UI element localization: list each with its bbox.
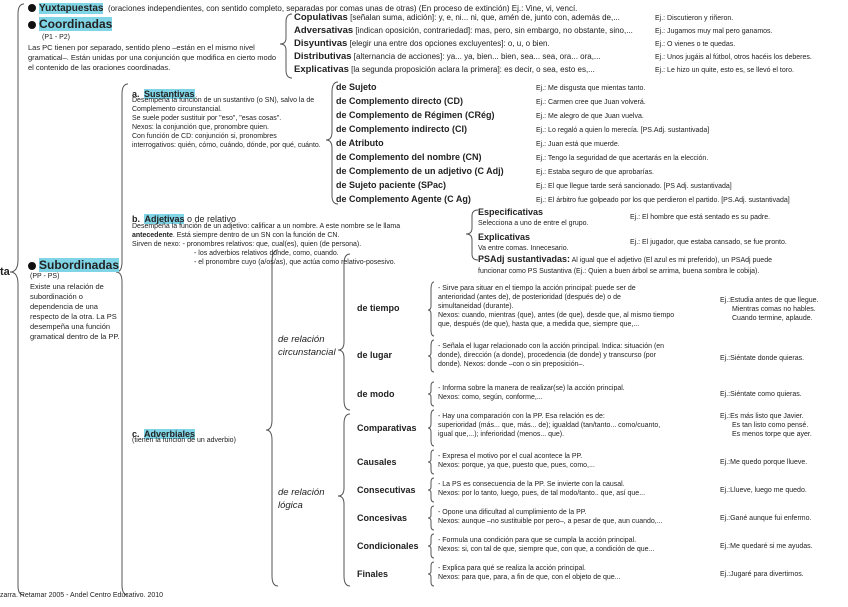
sust-fn: de Complemento del nombre (CN) [336, 152, 482, 162]
adv-line: Nexos: porque, ya que, puesto que, pues, como,... [438, 462, 595, 469]
main-brace [10, 4, 24, 595]
adv-ex-line: Es tan listo como pensé. [732, 422, 809, 429]
adv-name: de lugar [357, 350, 393, 360]
adv-name: Condicionales [357, 541, 419, 551]
circunstancial-brace [338, 254, 350, 410]
sust-fn: de Atributo [336, 138, 384, 148]
sust-fn: de Complemento indirecto (CI) [336, 124, 468, 134]
adverbiales-desc: (tienen la función de un adverbio) [132, 437, 236, 444]
adjetivas-desc-line: - el pronombre cuyo (a/os/as), que actúa como relativo-posesivo. [194, 259, 396, 266]
sust-example: Ej.: Me disgusta que mientas tanto. [536, 85, 646, 92]
adjetivas-title-rest: o de relativo [184, 214, 237, 224]
adv-desc [438, 342, 664, 369]
sustantivas-desc-line: Se suele poder sustituir por "eso", "esas cosas". [132, 115, 282, 122]
sustantivas-desc-line: Desempeña la función de un sustantivo (o SN), salvo la de Complemento circunstancial. [132, 97, 315, 113]
coord-row [294, 25, 633, 36]
coord-example: Ej.: Unos jugáis al fútbol, otros hacéis los deberes. [655, 54, 812, 61]
adverbiales-prefix: c. [132, 429, 140, 439]
sustantivas-prefix: a. [132, 89, 140, 99]
adjetivas-brace [466, 210, 478, 260]
sust-fn: de Sujeto [336, 82, 377, 92]
adv-example: Ej.:Siéntate donde quieras. [720, 355, 805, 362]
sust-example: Ej.: Me alegro de que Juan vuelva. [536, 113, 644, 120]
adv-ex-line: Ej.:Estudia antes de que llegue. [720, 297, 819, 304]
explicativas-desc: Va entre comas. Innecesario. [478, 245, 569, 252]
group-label: de relación [278, 334, 325, 345]
left-cut-label: ta [0, 266, 10, 278]
adv-example [720, 412, 812, 439]
adv-line: superioridad (más... que, más... de); igualdad (tan/tanto... como/cuanto, [438, 422, 661, 429]
psadj-desc: Al igual que el adjetivo (El azul es mi preferido), un PSAdj puede [570, 257, 772, 264]
sust-fn: de Complemento Agente (C Ag) [336, 194, 471, 204]
adv-line: - Opone una dificultad al cumplimiento de la PP. [438, 509, 587, 516]
coord-row [294, 12, 620, 23]
coord-example: Ej.: Le hizo un quite, esto es, se llevó el toro. [655, 67, 794, 74]
coord-name: Disyuntivas [294, 38, 348, 49]
adjetivas-desc-line: Sirven de nexo: - pronombres relativos: que, cual(es), quien (de persona). [132, 241, 362, 248]
bullet-icon [28, 4, 36, 12]
adv-line: Nexos: por lo tanto, luego, pues, de tal modo/tanto.. que, así que... [438, 490, 646, 497]
adv-example: Ej.:Me quedaré si me ayudas. [720, 543, 813, 550]
adv-line: - Expresa el motivo por el cual acontece la PP. [438, 453, 583, 460]
adv-ex-line: Cuando termine, aplaude. [732, 315, 813, 322]
adjetivas-desc-text: . Está siempre dentro de un SN con la función de CN. [172, 232, 340, 239]
coord-row [294, 64, 595, 75]
explicativas-title: Explicativas [478, 232, 531, 242]
sust-example: Ej.: Tengo la seguridad de que acertarás en la elección. [536, 155, 709, 162]
coord-desc: [alternancia de acciones]: ya... ya, bien... bien, sea... sea, ora... ora,... [353, 52, 601, 61]
adv-example: Ej.:Llueve, luego me quedo. [720, 487, 807, 494]
sustantivas-desc-line: Nexos: la conjunción que, pronombre quien. [132, 124, 269, 131]
footer-credit: zarra. Retamar 2005 - Andel Centro Educativo. 2010 [0, 592, 164, 599]
adv-line: igual que,...); inferioridad (menos... que). [438, 431, 565, 438]
adv-desc [438, 384, 625, 402]
adv-name: de modo [357, 389, 395, 399]
adv-line: simultaneidad (durante). [438, 303, 514, 310]
subordinadas-desc: Existe una relación de subordinación o dependencia de una respecto de la otra. La PS desempeña una función gramatical dentro de la PP. [30, 282, 120, 341]
adv-desc [438, 480, 645, 498]
sust-fn: de Complemento de Régimen (CRég) [336, 110, 495, 120]
adv-example: Ej.:Gané aunque fui enfermo. [720, 515, 812, 522]
sust-fn: de Complemento directo (CD) [336, 96, 464, 106]
coord-example: Ej.: O vienes o te quedas. [655, 41, 736, 48]
adv-example: Ej.:Siéntate como quieras. [720, 391, 802, 398]
adv-ex-line: Es menos torpe que ayer. [732, 431, 812, 438]
coordinadas-desc: Las PC tienen por separado, sentido pleno –están en el mismo nivel gramatical–. Están unidas por una conjunción que modifica en cierto modo el contenido de las oraciones coordinadas. [28, 43, 277, 72]
adv-desc [438, 536, 654, 554]
group-logica [278, 486, 324, 512]
bullet-icon [28, 262, 36, 270]
bullet-icon [28, 21, 36, 29]
sustantivas-desc-line: Con función de CD: conjunción si, pronombres interrogativos: quién, cómo, cuándo, dónde, por qué, cuánto. [132, 133, 321, 149]
adv-desc [438, 284, 674, 329]
adv-example: Ej.:Me quedo porque llueve. [720, 459, 808, 466]
coord-desc: [la segunda proposición aclara la primera]: es decir, o sea, esto es,... [351, 65, 595, 74]
adv-line: - Hay una comparación con la PP. Esa relación es de: [438, 413, 605, 420]
adv-ex-line: Mientras comas no hables. [732, 306, 816, 313]
logica-brace [338, 414, 350, 586]
adv-line: que, después (de que), hasta que, a medida que, siempre que,... [438, 321, 640, 328]
sust-example: Ej.: El que llegue tarde será sancionado. [PS Adj. sustantivada] [536, 183, 732, 190]
adv-line: - Informa sobre la manera de realizar(se) la acción principal. [438, 385, 625, 392]
adv-name: Comparativas [357, 423, 417, 433]
sust-example: Ej.: El árbitro fue golpeado por los que perdieron el partido. [PS.Adj. sustantivada] [536, 197, 790, 204]
coord-desc: [señalan suma, adición]: y, e, ni... ni, que, amén de, junto con, además de,... [350, 13, 620, 22]
subordinadas-sub: (PP - PS) [30, 273, 60, 280]
coordinadas-heading [28, 15, 112, 33]
psadj-desc2: funcionar como PS Sustantiva (Ej.: Quien a buen árbol se arrima, buena sombra le cobija). [478, 268, 760, 275]
adv-line: donde), dirección (a donde), procedencia (de donde) y transcurso (por [438, 352, 656, 359]
adv-line: - Señala el lugar relacionado con la acción principal. Indica: situación (en [438, 343, 665, 350]
adverbiales-brace [266, 250, 278, 586]
adv-name: Finales [357, 569, 389, 579]
adv-desc [438, 564, 621, 582]
sust-example: Ej.: Carmen cree que Juan volverá. [536, 99, 646, 106]
coordinadas-sub: (P1 - P2) [42, 34, 71, 41]
adv-line: donde). Nexos: donde –con o sin preposición–. [438, 361, 585, 368]
yuxtapuestas-desc: (oraciones independientes, con sentido completo, separadas por comas unas de otras) (En proceso de extinción) Ej.: Vine, vi, vencí. [107, 4, 578, 13]
coord-example: Ej.: Discutieron y riñeron. [655, 15, 734, 22]
adv-name: Consecutivas [357, 485, 416, 495]
sust-example: Ej.: Lo regaló a quien lo merecía. [PS.Adj. sustantivada] [536, 127, 710, 134]
coord-name: Adversativas [294, 25, 354, 36]
adv-name: Concesivas [357, 513, 408, 523]
coord-name: Copulativas [294, 12, 348, 23]
sustantivas-desc [132, 96, 322, 150]
adv-example [720, 296, 818, 323]
sust-fn: de Complemento de un adjetivo (C Adj) [336, 166, 504, 176]
sust-example: Ej.: Estaba seguro de que aprobarías. [536, 169, 654, 176]
adv-desc [438, 412, 660, 439]
subordinadas-title: Subordinadas [39, 258, 120, 272]
antecedente-term: antecedente [132, 232, 173, 239]
adv-line: Nexos: cuando, mientras (que), antes (de que), desde que, al mismo tiempo [438, 312, 675, 319]
explicativas-example: Ej.: El jugador, que estaba cansado, se fue pronto. [630, 239, 787, 246]
adv-name: de tiempo [357, 303, 400, 313]
adjetivas-prefix: b. [132, 214, 140, 224]
especificativas-title: Especificativas [478, 207, 544, 217]
adjetivas-desc-line [132, 231, 339, 240]
adv-line: Nexos: aunque –no sustituible por pero–, a pesar de que, aun cuando,... [438, 518, 663, 525]
adjetivas-desc-line: - los adverbios relativos donde, como, cuando. [194, 250, 339, 257]
adv-ex-line: Ej.:Es más listo que Javier. [720, 413, 804, 420]
group-label: circunstancial [278, 347, 336, 358]
sustantivas-title: Sustantivas [143, 89, 195, 99]
adv-line: anterioridad (antes de), de posterioridad (después de) o de [438, 294, 621, 301]
adv-line: Nexos: si, con tal de que, siempre que, con que, a condición de que... [438, 546, 655, 553]
psadj-line [478, 255, 772, 265]
group-circunstancial [278, 333, 336, 359]
coord-desc: [indican oposición, contrariedad]: mas, pero, sin embargo, no obstante, sino,... [355, 26, 633, 35]
group-label: lógica [278, 500, 303, 511]
sust-fn: de Sujeto paciente (SPac) [336, 180, 447, 190]
coord-row [294, 38, 550, 49]
adv-line: - La PS es consecuencia de la PP. Se invierte con la causal. [438, 481, 625, 488]
adjetivas-title: Adjetivas [144, 214, 185, 224]
especificativas-example: Ej.: El hombre que está sentado es su padre. [630, 214, 771, 221]
adv-line: - Sirve para situar en el tiempo la acción principal: puede ser de [438, 285, 636, 292]
adv-example: Ej.:Jugaré para divertirnos. [720, 571, 804, 578]
adv-line: - Formula una condición para que se cumpla la acción principal. [438, 537, 637, 544]
adverbiales-title: Adverbiales [143, 429, 195, 439]
coord-desc: [elegir una entre dos opciones excluyentes]: o, u, o bien. [349, 39, 550, 48]
adv-desc [438, 452, 595, 470]
yuxtapuestas-title: Yuxtapuestas [39, 3, 104, 14]
coordinadas-brace [280, 14, 292, 78]
coord-name: Explicativas [294, 64, 349, 75]
adv-line: Nexos: para que, para, a fin de que, con el objeto de que... [438, 574, 621, 581]
adv-desc [438, 508, 663, 526]
adv-line: Nexos: como, según, conforme,... [438, 394, 543, 401]
psadj-title: PSAdj sustantivadas: [478, 254, 571, 264]
coordinadas-title: Coordinadas [39, 17, 113, 31]
sust-example: Ej.: Juan está que muerde. [536, 141, 620, 148]
coord-name: Distributivas [294, 51, 352, 62]
especificativas-desc: Selecciona a uno de entre el grupo. [478, 220, 589, 227]
group-label: de relación [278, 487, 325, 498]
adjetivas-desc-line: Desempeña la función de un adjetivo: calificar a un nombre. A este nombre se le llama [132, 223, 401, 230]
coord-row [294, 51, 601, 62]
adv-name: Causales [357, 457, 397, 467]
adv-line: - Explica para qué se realiza la acción principal. [438, 565, 586, 572]
coord-example: Ej.: Jugamos muy mal pero ganamos. [655, 28, 773, 35]
